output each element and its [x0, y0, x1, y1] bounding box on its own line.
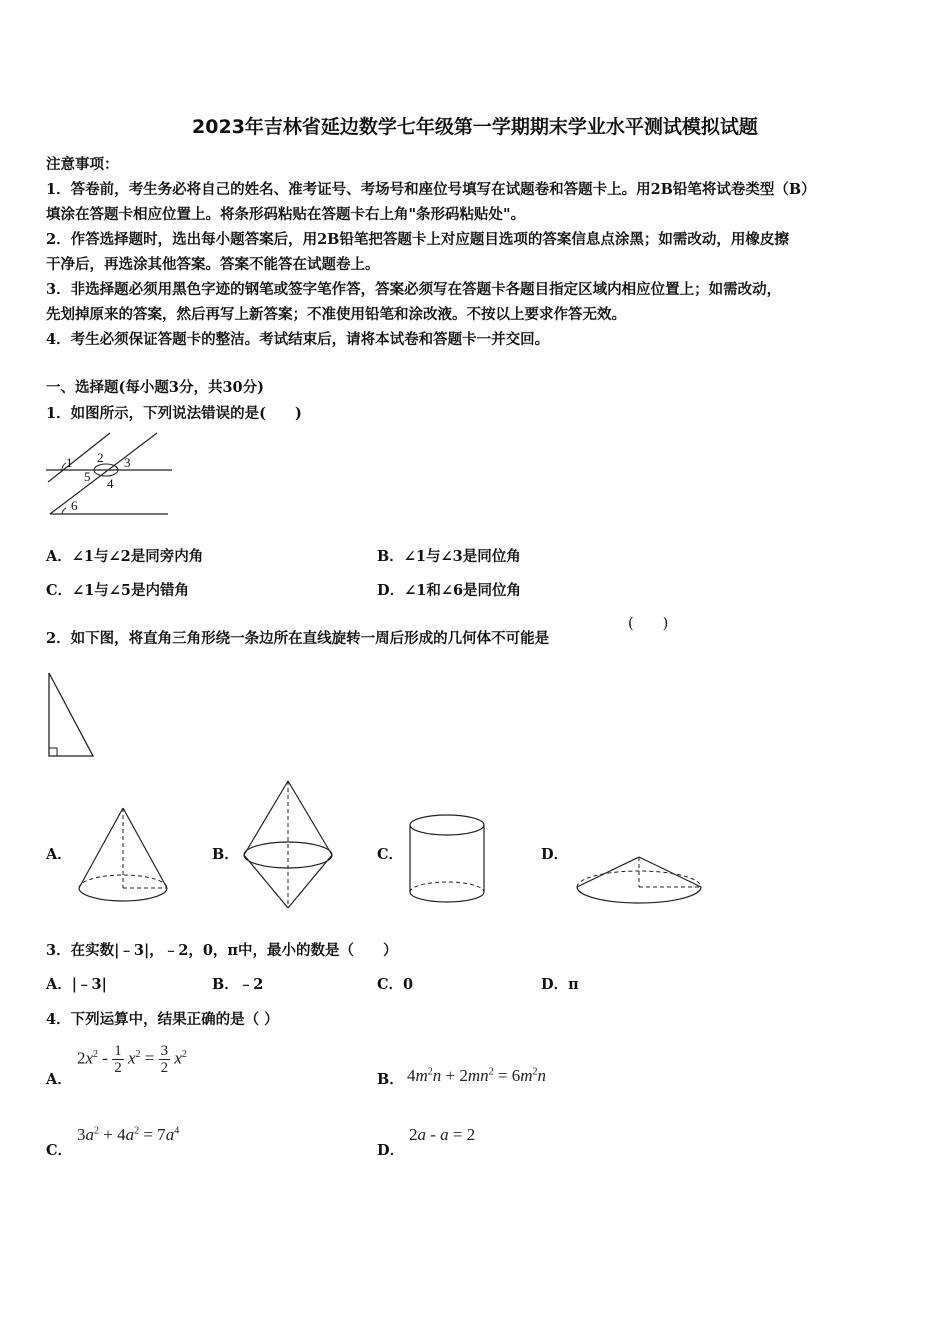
notice-line-6: 先划掉原来的答案，然后再写上新答案；不准使用铅笔和涂改液。不按以上要求作答无效。	[46, 306, 626, 323]
notice-line-4: 干净后，再选涂其他答案。答案不能答在试题卷上。	[46, 256, 380, 273]
q3-option-d: D．π	[541, 976, 579, 993]
angle-label-4: 4	[107, 476, 114, 491]
section-heading: 一、选择题(每小题3分，共30分)	[46, 379, 264, 396]
q1-option-c: C．∠1与∠5是内错角	[46, 582, 190, 599]
q2-option-a: A．	[46, 846, 72, 863]
q2-option-d: D．	[541, 846, 569, 863]
q2-option-b: B．	[212, 846, 239, 863]
cylinder-figure	[405, 812, 490, 907]
notice-line-5: 3．非选择题必须用黑色字迹的钢笔或签字笔作答，答案必须写在答题卡各题目指定区域内相应位置上；如需改动，	[46, 281, 782, 298]
q2-answer-paren: ( )	[628, 616, 669, 632]
fraction-one-half: $\frac{1}{2}$	[114, 1043, 122, 1076]
angle-label-1: 1	[66, 455, 73, 470]
q4-option-d: D．	[377, 1142, 405, 1159]
q3-option-b: B．﹣2	[212, 976, 264, 993]
q2-option-c: C．	[377, 846, 404, 863]
angle-label-2: 2	[97, 450, 104, 465]
double-cone-figure	[240, 778, 336, 913]
q3-option-c: C．0	[377, 976, 414, 993]
notice-heading: 注意事项：	[46, 156, 119, 173]
right-triangle-figure	[46, 670, 98, 760]
angle-label-5: 5	[84, 469, 91, 484]
page-title: 2023年吉林省延边数学七年级第一学期期末学业水平测试模拟试题	[192, 116, 758, 138]
q1-option-a: A．∠1与∠2是同旁内角	[46, 548, 204, 565]
q1-option-b: B．∠1与∠3是同位角	[377, 548, 521, 565]
q4-expression-d: 2a - a = 2	[409, 1125, 476, 1144]
q1-angle-figure	[40, 430, 180, 520]
q3-option-a: A．|﹣3|	[46, 976, 107, 993]
fraction-three-halves: $\frac{3}{2}$	[160, 1043, 169, 1076]
q4-option-c: C．	[46, 1142, 73, 1159]
q2-stem: 2．如下图，将直角三角形绕一条边所在直线旋转一周后形成的几何体不可能是	[46, 630, 550, 647]
flat-cone-figure	[573, 852, 705, 912]
angle-label-3: 3	[124, 455, 131, 470]
q4-expression-a: $2x^2$ - $\frac{1}{2}$ $x^2$ = $\frac{3}{2}$ $x^2$	[77, 1043, 187, 1076]
q1-option-d: D．∠1和∠6是同位角	[377, 582, 522, 599]
q4-stem: 4．下列运算中，结果正确的是（ ）	[46, 1011, 279, 1028]
notice-line-2: 填涂在答题卡相应位置上。将条形码粘贴在答题卡右上角"条形码粘贴处"。	[46, 206, 526, 223]
q1-stem: 1．如图所示，下列说法错误的是( )	[46, 405, 302, 422]
notice-line-7: 4．考生必须保证答题卡的整洁。考试结束后，请将本试卷和答题卡一并交回。	[46, 331, 550, 348]
q4-expression-b: $4m^2n + 2mn^2 = 6m^2n$	[407, 1066, 547, 1085]
angle-label-6: 6	[71, 498, 78, 513]
q4-expression-c: $3a^2 + 4a^2 = 7a^4$	[77, 1125, 180, 1144]
q4-option-b: B．	[377, 1071, 404, 1088]
cone-figure	[76, 805, 171, 910]
notice-line-3: 2．作答选择题时，选出每小题答案后，用2B铅笔把答题卡上对应题目选项的答案信息点涂黑；如需改动，用橡皮擦	[46, 231, 789, 248]
q3-stem: 3．在实数|﹣3|，﹣2，0，π中，最小的数是（ ）	[46, 942, 398, 959]
notice-line-1: 1．答卷前，考生务必将自己的姓名、准考证号、考场号和座位号填写在试题卷和答题卡上。用2B铅笔将试卷类型（B）	[46, 181, 816, 198]
q4-option-a: A．	[46, 1071, 72, 1088]
